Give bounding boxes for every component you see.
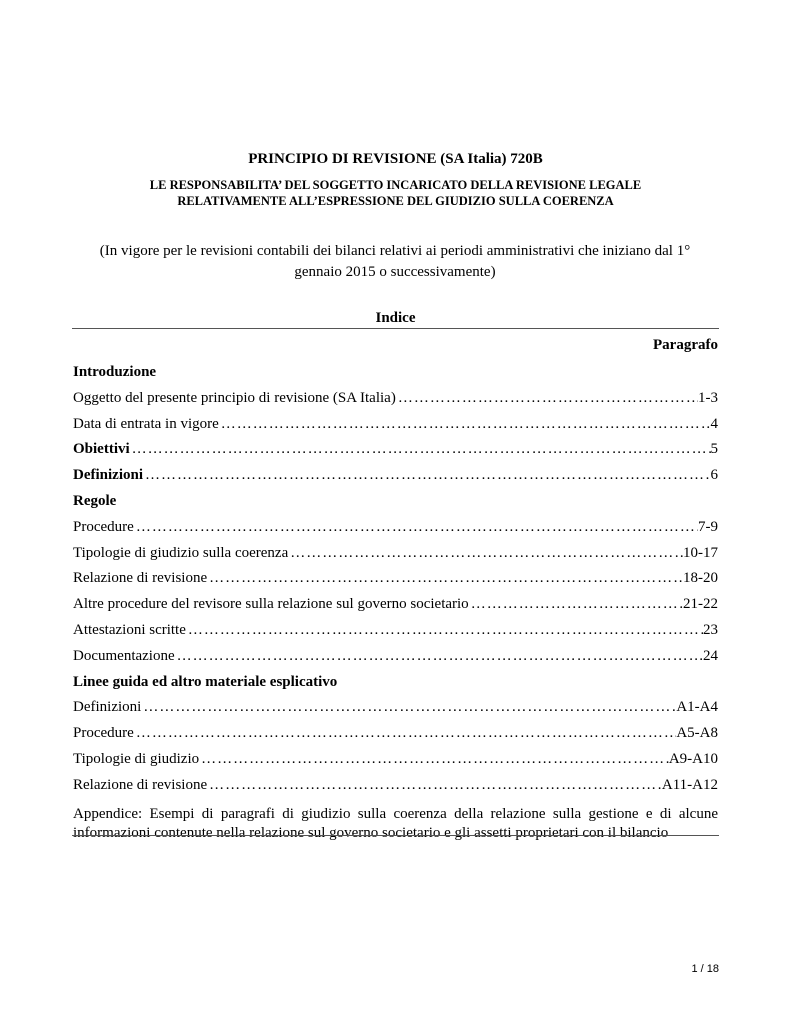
toc-entry-label: Data di entrata in vigore <box>73 415 219 432</box>
toc-entry-paragraph: 23 <box>703 621 718 638</box>
toc-entry-paragraph: 1-3 <box>698 389 718 406</box>
toc-entry-paragraph: 21-22 <box>683 596 718 613</box>
index-top-rule <box>72 328 719 329</box>
page-number: 1 / 18 <box>691 963 719 975</box>
toc-entry-paragraph: 4 <box>710 415 718 432</box>
toc-entry-relazione-revisione <box>73 568 718 594</box>
toc-entry-paragraph: A1-A4 <box>676 699 718 716</box>
toc-entry-data-vigore <box>73 414 718 440</box>
toc-entry-label: Procedure <box>73 725 134 742</box>
toc-entry-label: Attestazioni scritte <box>73 621 186 638</box>
toc-entry-tipologie-giudizio-coerenza <box>73 543 718 569</box>
toc-section-introduzione: Introduzione <box>73 364 157 380</box>
toc-entry-paragraph: 5 <box>710 441 718 458</box>
toc-dot-leader <box>141 697 676 717</box>
toc-section-regole: Regole <box>73 492 117 509</box>
toc-dot-leader <box>134 723 677 743</box>
toc-entry-a-definizioni <box>73 697 718 723</box>
toc-entry-label: Documentazione <box>73 647 175 664</box>
index-bottom-rule <box>72 835 719 836</box>
subtitle-line-2: RELATIVAMENTE ALL’ESPRESSIONE DEL GIUDIZIO SULLA COERENZA <box>177 194 614 208</box>
toc-entry-label: Definizioni <box>73 699 142 716</box>
toc-entry-oggetto <box>73 388 718 414</box>
toc-entry-label: Procedure <box>73 518 134 535</box>
toc-entry-paragraph: 7-9 <box>698 518 718 535</box>
toc-entry-a-tipologie-giudizio <box>73 749 718 775</box>
toc-entry-paragraph: 6 <box>710 467 718 484</box>
toc-dot-leader <box>143 465 711 485</box>
toc-entry-label: Obiettivi <box>73 441 130 458</box>
toc-dot-leader <box>207 775 662 795</box>
toc-entry-paragraph: A11-A12 <box>661 776 718 793</box>
toc-entry-label: Relazione di revisione <box>73 570 208 587</box>
toc-entry-label: Oggetto del presente principio di revisione (SA Italia) <box>73 389 396 406</box>
table-of-contents <box>73 362 718 843</box>
toc-entry-documentazione <box>73 646 718 672</box>
toc-entry-paragraph: 10-17 <box>683 544 718 561</box>
toc-entry-attestazioni-scritte <box>73 620 718 646</box>
toc-entry-label: Definizioni <box>73 467 143 484</box>
subtitle-line-1: LE RESPONSABILITA’ DEL SOGGETTO INCARICATO DELLA REVISIONE LEGALE <box>149 178 642 192</box>
toc-entry-label: Relazione di revisione <box>73 776 208 793</box>
toc-dot-leader <box>219 414 711 434</box>
toc-dot-leader <box>134 517 698 537</box>
toc-dot-leader <box>130 439 711 459</box>
toc-dot-leader <box>469 594 683 614</box>
toc-dot-leader <box>288 543 683 563</box>
toc-dot-leader <box>396 388 698 408</box>
toc-entry-a-relazione-revisione <box>73 775 718 801</box>
effective-line-2: gennaio 2015 o successivamente) <box>294 264 496 280</box>
toc-dot-leader <box>199 749 669 769</box>
toc-entry-altre-procedure <box>73 594 718 620</box>
toc-entry-procedure <box>73 517 718 543</box>
toc-dot-leader <box>175 646 703 666</box>
toc-appendix-entry: Appendice: Esempi di paragrafi di giudizio sulla coerenza della relazione sulla gestione e di alcune informazioni contenute nella relazione sul governo societario e gli assetti proprietari con il bilancio <box>73 805 718 841</box>
toc-entry-definizioni <box>73 465 718 491</box>
document-subtitle <box>0 177 791 209</box>
effective-line-1: (In vigore per le revisioni contabili dei bilanci relativi ai periodi amministrativi che iniziano dal 1° <box>99 243 691 259</box>
toc-entry-paragraph: 24 <box>703 647 718 664</box>
toc-entry-paragraph: A9-A10 <box>668 750 718 767</box>
toc-entry-label: Tipologie di giudizio sulla coerenza <box>73 544 289 561</box>
toc-entry-paragraph: 18-20 <box>683 570 718 587</box>
index-heading: Indice <box>375 310 416 326</box>
toc-dot-leader <box>207 568 683 588</box>
toc-entry-obiettivi <box>73 439 718 465</box>
toc-entry-label: Altre procedure del revisore sulla relazione sul governo societario <box>73 596 469 613</box>
toc-entry-a-procedure <box>73 723 718 749</box>
document-title: PRINCIPIO DI REVISIONE (SA Italia) 720B <box>248 151 543 167</box>
effective-date-note <box>80 241 710 283</box>
toc-section-linee-guida: Linee guida ed altro materiale esplicativo <box>73 673 338 690</box>
toc-entry-paragraph: A5-A8 <box>676 725 718 742</box>
paragraph-column-heading: Paragrafo <box>653 337 718 353</box>
toc-entry-label: Tipologie di giudizio <box>73 750 200 767</box>
toc-dot-leader <box>186 620 703 640</box>
